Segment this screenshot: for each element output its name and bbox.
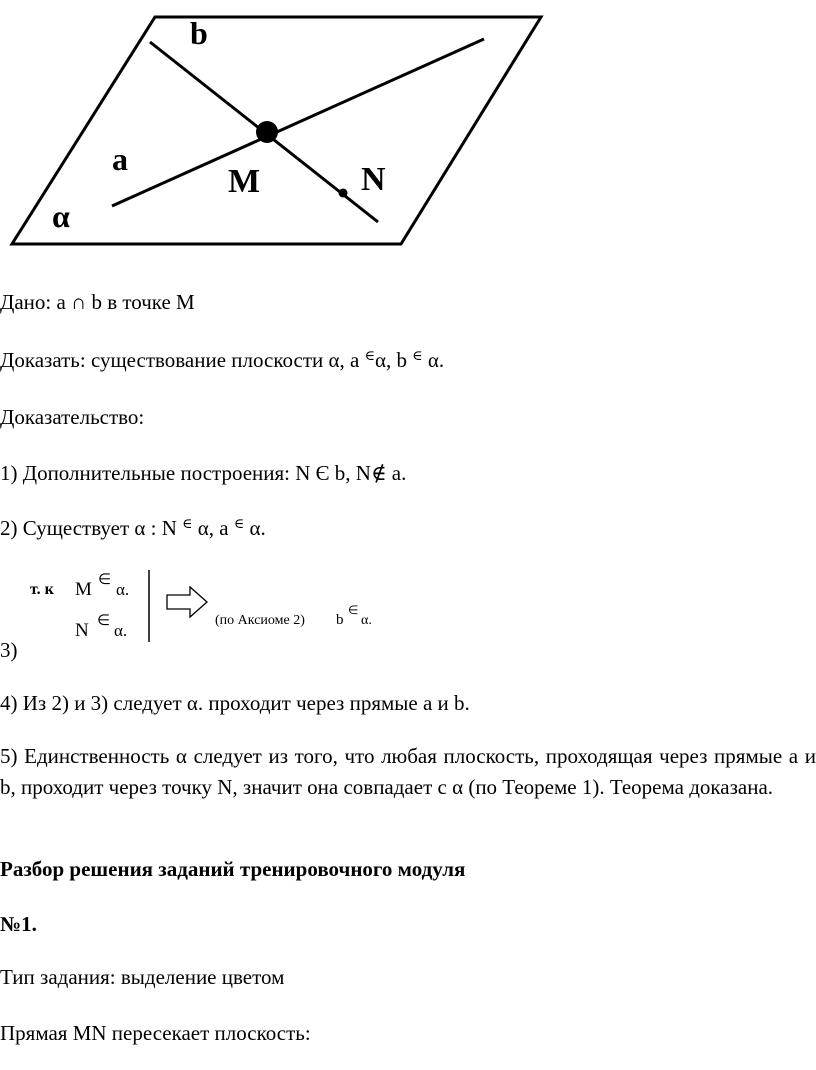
step-3-figure	[30, 562, 390, 652]
label-alpha: α	[52, 198, 70, 234]
conclusion-axiom: (по Аксиоме 2)	[215, 613, 305, 628]
plane-figure	[0, 0, 560, 260]
conclusion-alpha: α.	[361, 613, 372, 628]
section-title: Разбор решения заданий тренировочного модуля	[0, 857, 466, 881]
label-b: b	[190, 15, 208, 51]
step-5: 5) Единственность α следует из того, что любая плоскость, проходящая через прямые a и b, проходит через точку N, значит она совпадает с α (по Теореме 1). Теорема доказана.	[0, 744, 816, 799]
m-alpha: α.	[116, 580, 130, 599]
step-3-number: 3)	[0, 638, 18, 662]
conclusion-in-symbol: ∈	[348, 603, 359, 617]
label-a: a	[112, 141, 128, 177]
n-label: N	[75, 620, 89, 641]
since-label: т. к	[30, 581, 54, 598]
m-label: M	[75, 579, 92, 600]
prove-line: Доказать: существование плоскости α, а ∈α, b ∈ α.	[0, 348, 445, 372]
m-in-symbol: ∈	[98, 572, 112, 588]
step-1: 1) Дополнительные построения: N Є b, N∉ a.	[0, 461, 407, 485]
n-in-symbol: ∈	[97, 613, 111, 629]
point-N	[339, 189, 348, 198]
n-alpha: α.	[114, 621, 128, 640]
task-number: №1.	[0, 912, 37, 936]
task-type: Тип задания: выделение цветом	[0, 965, 285, 989]
step-4: 4) Из 2) и 3) следует α. проходит через прямые a и b.	[0, 691, 470, 715]
point-M	[256, 121, 278, 143]
label-M: M	[228, 163, 261, 200]
step-2: 2) Существует α : N ∈ α, а ∈ α.	[0, 516, 266, 540]
implies-arrow-icon	[167, 587, 207, 617]
question: Прямая MN пересекает плоскость:	[0, 1021, 311, 1045]
line-a	[112, 39, 484, 206]
label-N: N	[361, 161, 386, 198]
given-line: Дано: а ∩ b в точке М	[0, 290, 195, 314]
proof-heading: Доказательство:	[0, 405, 145, 429]
conclusion-b: b	[336, 612, 344, 628]
